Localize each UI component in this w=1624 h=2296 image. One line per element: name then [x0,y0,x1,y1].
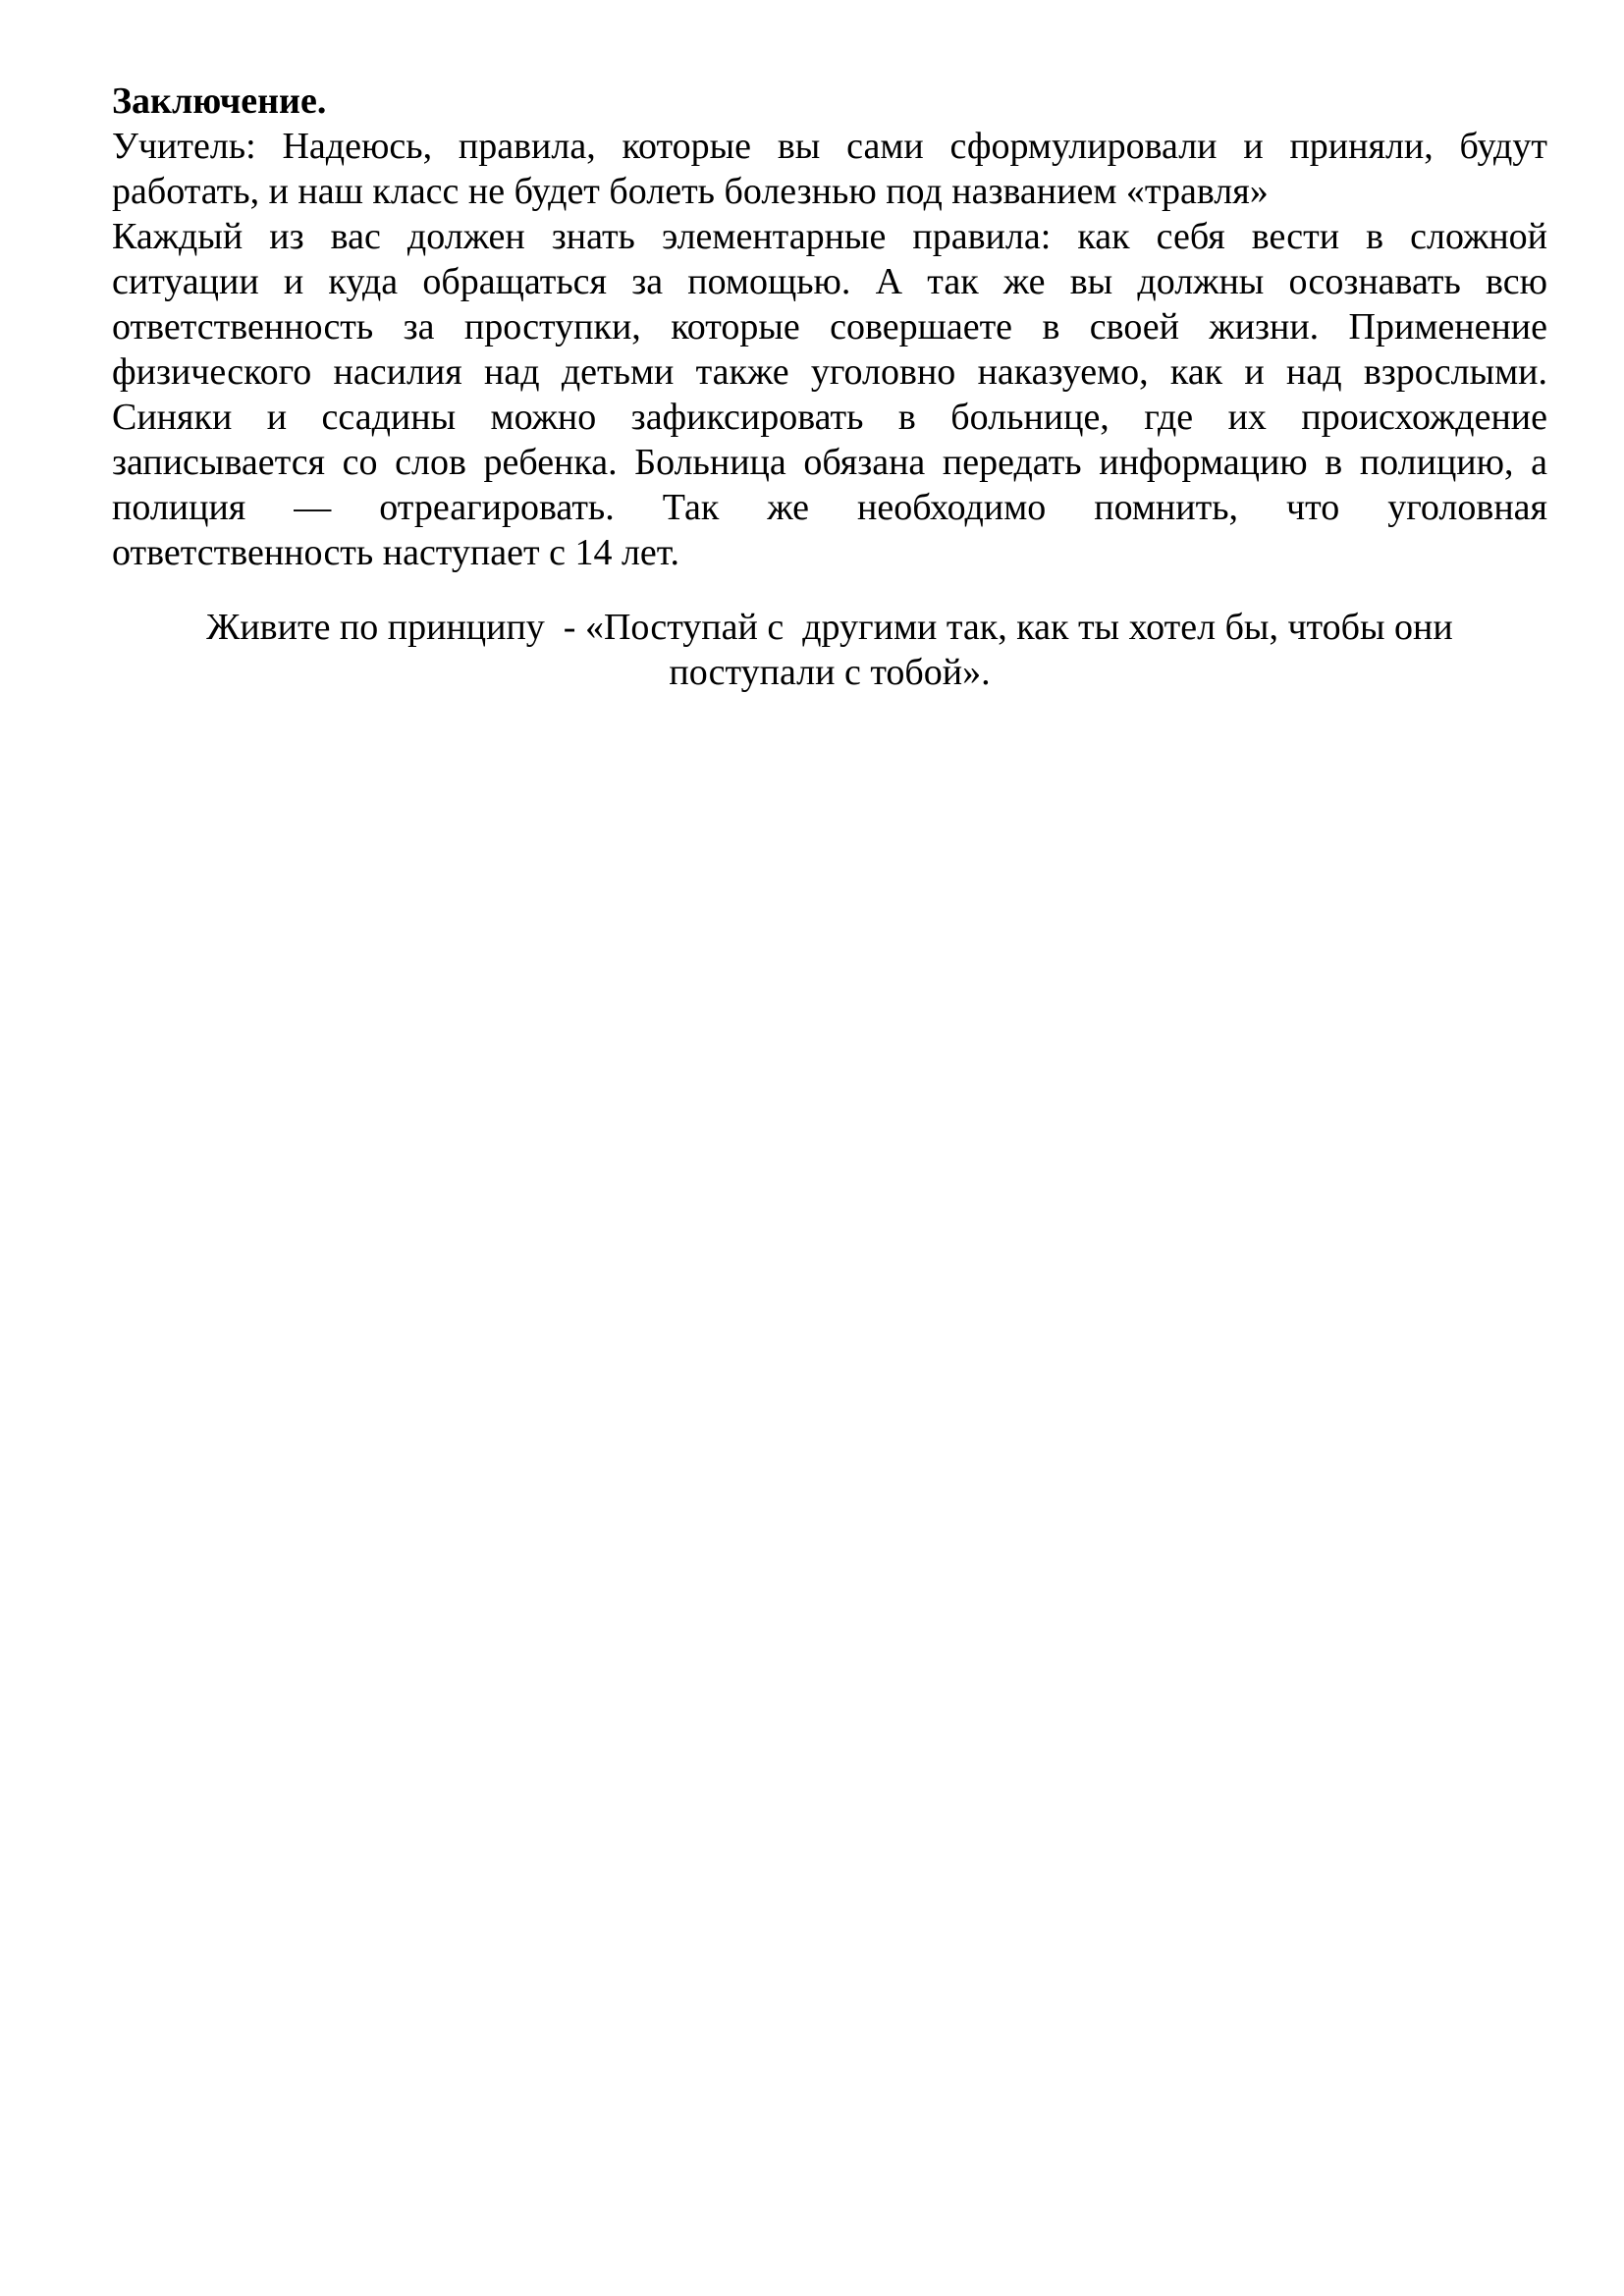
paragraph-teacher [112,124,1547,214]
body-line: физического насилия над детьми также уголовно наказуемо, как и над взрослыми. [112,351,1547,393]
body-line: ситуации и куда обращаться за помощью. А так же вы должны осознавать всю [112,261,1547,302]
body-line: ответственность наступает с 14 лет. [112,532,680,573]
body-line: работать, и наш класс не будет болеть болезнью под названием «травля» [112,171,1269,212]
body-line: записывается со слов ребенка. Больница обязана передать информацию в полицию, а [112,442,1547,483]
body-line: полиция — отреагировать. Так же необходимо помнить, что уголовная [112,487,1547,528]
paragraph-rules [112,214,1547,575]
section-heading: Заключение. [112,80,327,122]
body-line: ответственность за проступки, которые совершаете в своей жизни. Применение [112,306,1547,347]
body-line: Каждый из вас должен знать элементарные правила: как себя вести в сложной [112,216,1547,257]
quote-line: Живите по принципу - «Поступай с другими так, как ты хотел бы, чтобы они [206,607,1453,648]
paragraph-spacer [112,575,1547,605]
body-line: Учитель: Надеюсь, правила, которые вы сами сформулировали и приняли, будут [112,126,1547,167]
body-line: Синяки и ссадины можно зафиксировать в больнице, где их происхождение [112,397,1547,438]
quote-line: поступали с тобой». [669,652,991,693]
paragraph-quote [112,605,1547,695]
